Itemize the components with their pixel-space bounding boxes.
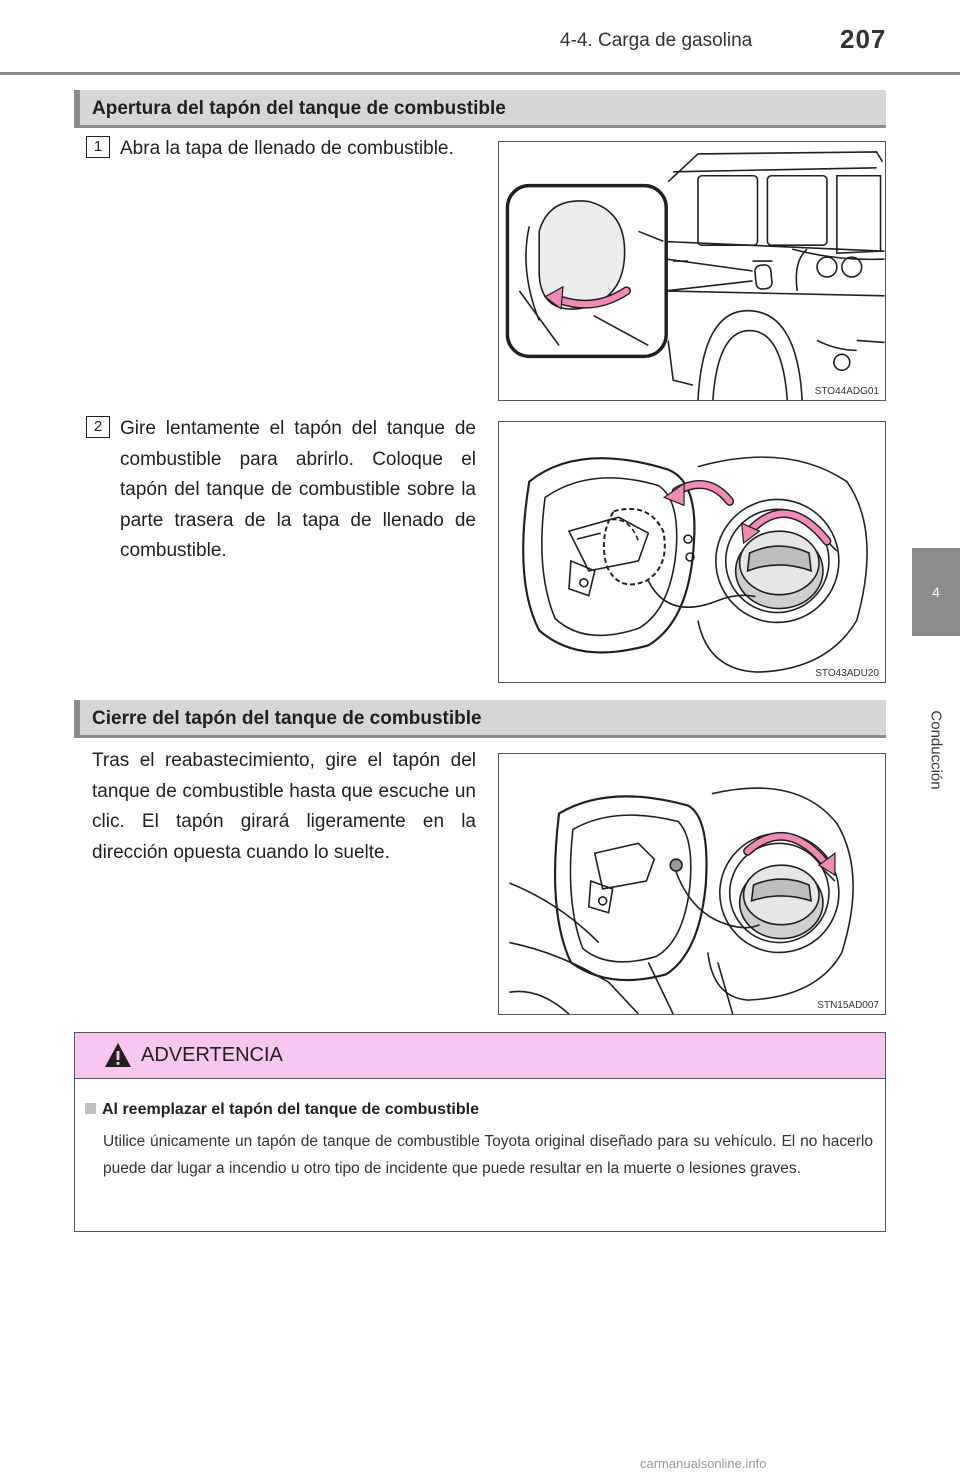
watermark: carmanualsonline.info — [640, 1456, 767, 1471]
figure-fuel-cap-close — [498, 753, 886, 1015]
header-divider — [0, 72, 960, 75]
chapter-tab[interactable]: 4 — [912, 548, 960, 636]
warning-subheading — [85, 1101, 479, 1119]
chapter-title: Conducción — [927, 710, 945, 790]
step-2-text: Gire lentamente el tapón del tanque de combustible para abrirlo. Coloque el tapón del tanque de combustible sobre la parte trasera de la tapa de llenado de combustible. — [120, 418, 476, 561]
section-open-title: Apertura del tapón del tanque de combustible — [92, 98, 506, 119]
warning-box — [74, 1032, 886, 1232]
header-section-title: 4-4. Carga de gasolina — [560, 30, 753, 51]
warning-text: Utilice únicamente un tapón de tanque de combustible Toyota original diseñado para su vehículo. El no hacerlo puede dar lugar a incendio u otro tipo de incidente que puede resultar en la muerte o lesiones graves. — [103, 1133, 873, 1177]
section-accent — [74, 90, 80, 125]
section-close-title: Cierre del tapón del tanque de combustible — [92, 708, 482, 729]
chapter-label — [900, 700, 960, 800]
figure-code: STO43ADU20 — [815, 668, 879, 679]
suv-rear-illustration — [499, 142, 885, 400]
warning-header — [75, 1033, 885, 1079]
section-open-header — [74, 90, 886, 128]
warning-title: ADVERTENCIA — [141, 1044, 283, 1066]
bullet-square-icon — [85, 1103, 96, 1114]
close-instructions-text: Tras el reabastecimiento, gire el tapón del tanque de combustible hasta que escuche un clic. El tapón girará ligeramente en la dirección opuesta cuando lo suelte. — [92, 750, 476, 863]
fuel-cap-illustration — [499, 422, 885, 682]
figure-fuel-door-open — [498, 141, 886, 401]
section-accent — [74, 700, 80, 735]
step-2-badge: 2 — [86, 416, 110, 438]
step-1-text: Abra la tapa de llenado de combustible. — [120, 138, 454, 159]
warning-triangle-icon — [103, 1041, 133, 1069]
page-number: 207 — [840, 24, 887, 54]
section-close-header — [74, 700, 886, 738]
figure-fuel-cap-removal — [498, 421, 886, 683]
figure-code: STO44ADG01 — [814, 386, 879, 397]
warning-subheading-text: Al reemplazar el tapón del tanque de combustible — [102, 1101, 479, 1118]
step-1-badge: 1 — [86, 136, 110, 158]
figure-code: STN15AD007 — [817, 1000, 879, 1011]
fuel-cap-close-illustration — [499, 754, 885, 1014]
